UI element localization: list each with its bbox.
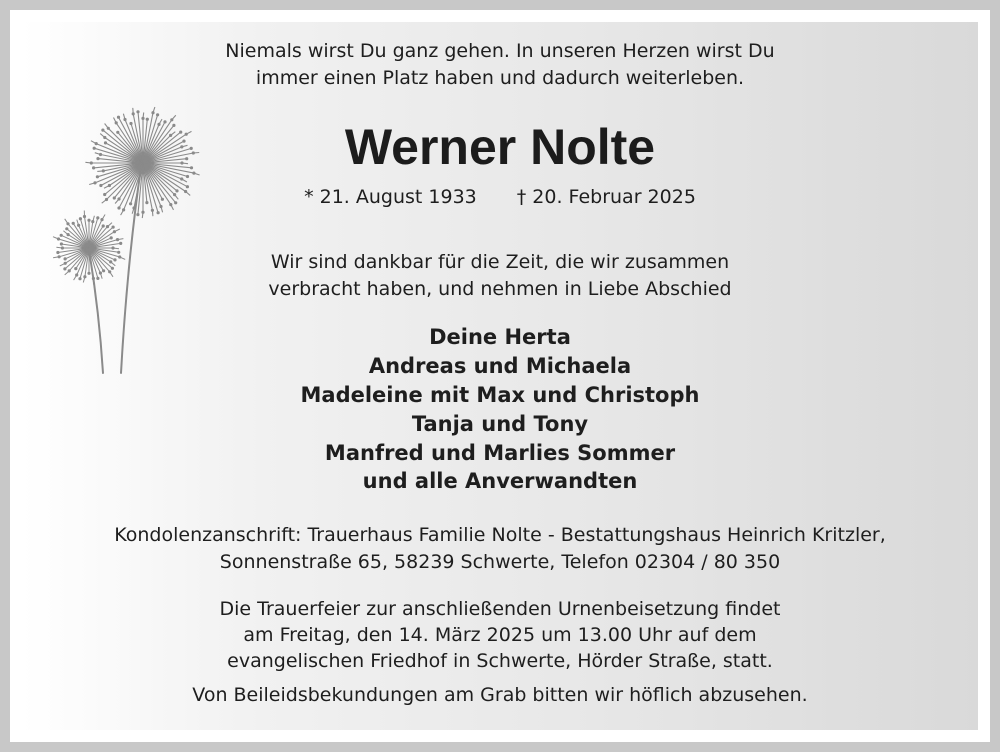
life-dates: [0, 186, 1000, 208]
birth-date: * 21. August 1933: [304, 186, 477, 208]
ceremony-line: Von Beileidsbekundungen am Grab bitten wir höflich abzusehen.: [192, 684, 808, 706]
family-member: Madeleine mit Max und Christoph: [300, 383, 700, 407]
thanks-line: Wir sind dankbar für die Zeit, die wir zusammen: [270, 251, 730, 273]
ceremony-line: am Freitag, den 14. März 2025 um 13.00 Uhr auf dem: [243, 624, 757, 646]
family-member: Manfred und Marlies Sommer: [324, 441, 676, 465]
family-member: und alle Anverwandten: [362, 469, 638, 493]
family-member: Tanja und Tony: [411, 412, 589, 436]
condolence-address: Kondolenzanschrift: Trauerhaus Familie Nolte - Bestattungshaus Heinrich Kritzler,: [114, 524, 886, 546]
ceremony-line: evangelischen Friedhof in Schwerte, Hörder Straße, statt.: [227, 650, 773, 672]
family-member: Andreas und Michaela: [368, 354, 632, 378]
ceremony-line: Die Trauerfeier zur anschließenden Urnenbeisetzung findet: [219, 598, 781, 620]
poem-line: Niemals wirst Du ganz gehen. In unseren Herzen wirst Du: [225, 40, 775, 62]
death-date: † 20. Februar 2025: [516, 186, 696, 208]
family-member: Deine Herta: [429, 325, 571, 349]
thanks-line: verbracht haben, und nehmen in Liebe Abschied: [268, 278, 732, 300]
deceased-name: Werner Nolte: [344, 119, 656, 175]
poem-line: immer einen Platz haben und dadurch weiterleben.: [255, 67, 745, 89]
condolence-address: Sonnenstraße 65, 58239 Schwerte, Telefon 02304 / 80 350: [219, 551, 781, 573]
